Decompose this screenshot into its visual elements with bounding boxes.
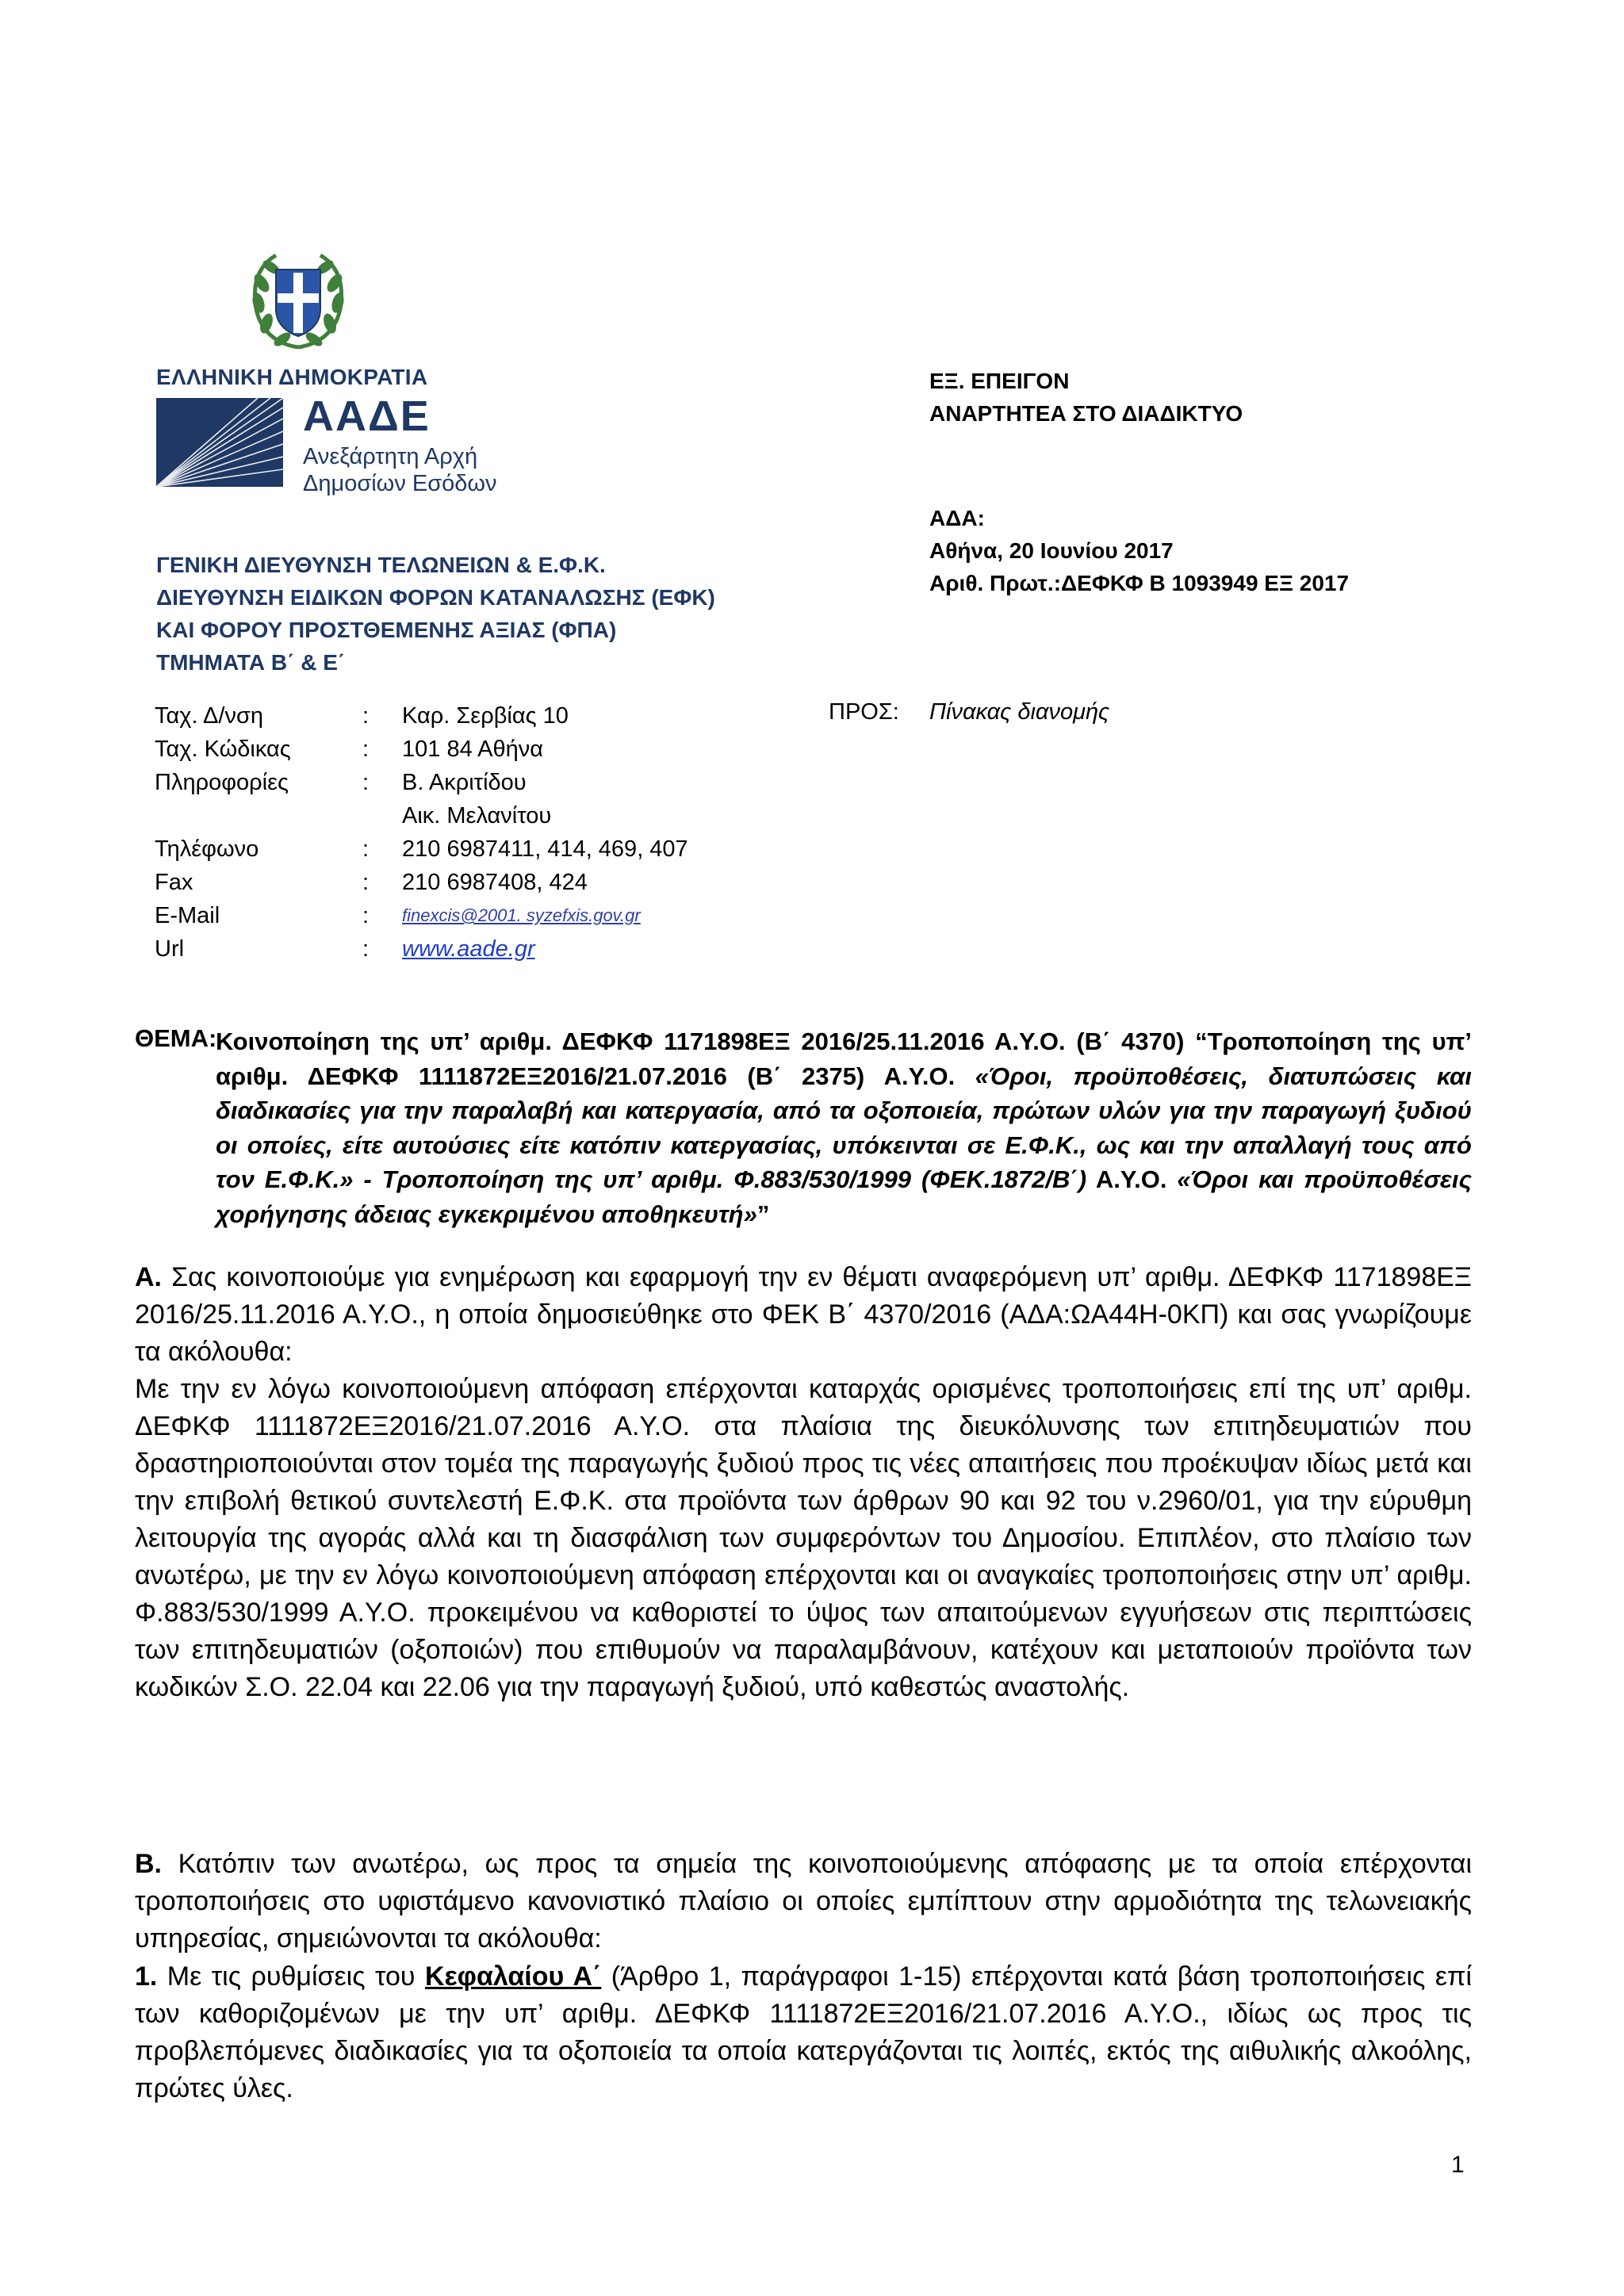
paragraph-1-label: 1. (135, 1961, 158, 1992)
email-link[interactable]: finexcis@2001. syzefxis.gov.gr (402, 905, 641, 925)
contact-separator: : (362, 936, 370, 962)
department-block (156, 549, 715, 679)
contact-separator: : (362, 836, 370, 862)
paragraph-a-text2: Με την εν λόγω κοινοποιούμενη απόφαση επέρχονται καταρχάς ορισμένες τροποποιήσεις επί της υπ’ αριθμ. ΔΕΦΚΦ 1111872ΕΞ2016/21.07.2016 Α.Υ.Ο. στα πλαίσια της διευκόλυνσης των επιτηδευματιών που δραστηριοποιούνται στον τομέα της παραγωγής ξυδιού προς τις νέες απαιτήσεις που προέκυψαν ιδίως μετά και την επιβολή θετικού συντελεστή Ε.Φ.Κ. στα προϊόντα των άρθρων 90 και 92 του ν.2960/01, για την εύρυθμη λειτουργία της αγοράς αλλά και τη διασφάλιση των συμφερόντων του Δημοσίου. Επιπλέον, στο πλαίσιο των ανωτέρω, με την εν λόγω κοινοποιούμενη απόφαση επέρχονται και οι αναγκαίες τροποποιήσεις στην υπ’ αριθμ. Φ.883/530/1999 Α.Υ.Ο. προκειμένου να καθοριστεί το ύψος των απαιτούμενων εγγυήσεων στις περιπτώσεις των επιτηδευματιών (οξοποιών) που επιθυμούν να παραλαμβάνουν, κατέχουν και μεταποιούν προϊόντα των κωδικών Σ.Ο. 22.04 και 22.06 για την παραγωγή ξυδιού, υπό καθεστώς αναστολής. (135, 1374, 1472, 1702)
department-line: ΓΕΝΙΚΗ ΔΙΕΥΘΥΝΣΗ ΤΕΛΩΝΕΙΩΝ & Ε.Φ.Κ. (156, 553, 606, 577)
paragraph-a-label: Α. (135, 1262, 162, 1292)
subject-label: ΘΕΜΑ: (135, 1024, 217, 1052)
aade-logo-line1: Ανεξάρτητη Αρχή (303, 444, 478, 469)
department-line: ΔΙΕΥΘΥΝΣΗ ΕΙΔΙΚΩΝ ΦΟΡΩΝ ΚΑΤΑΝΑΛΩΣΗΣ (ΕΦΚ) (156, 585, 715, 610)
contact-value: Καρ. Σερβίας 10 (402, 703, 569, 729)
contact-label: Τηλέφωνο (155, 836, 259, 862)
paragraph-a-text: Σας κοινοποιούμε για ενημέρωση και εφαρμογή την εν θέματι αναφερόμενη υπ’ αριθμ. ΔΕΦΚΦ 1171898ΕΞ 2016/25.11.2016 Α.Υ.Ο., η οποία δημοσιεύθηκε στο ΦΕΚ Β΄ 4370/2016 (ΑΔΑ:ΩΑ44Η-0ΚΠ) και σας γνωρίζουμε τα ακόλουθα: (135, 1262, 1472, 1367)
recipient-value: Πίνακας διανομής (929, 699, 1110, 725)
paragraph-b-text: Κατόπιν των ανωτέρω, ως προς τα σημεία της κοινοποιούμενης απόφασης με τα οποία επέρχονται τροποποιήσεις στο υφιστάμενο κανονιστικό πλαίσιο οι οποίες εμπίπτουν στην αρμοδιότητα της τελωνειακής υπηρεσίας, σημειώνονται τα ακόλουθα: (135, 1849, 1472, 1954)
subject-part-italic: «Όροι και προϋποθέσεις χορήγησης άδειας εγκεκριμένου αποθηκευτή» (216, 1165, 1472, 1228)
contact-label: Fax (155, 870, 193, 895)
protocol-number: Αριθ. Πρωτ.:ΔΕΦΚΦ Β 1093949 ΕΞ 2017 (929, 571, 1350, 595)
contact-separator: : (362, 737, 370, 762)
subject-part-italic: «Όροι, προϋποθέσεις, διατυπώσεις και διαδικασίες για την παραλαβή και κατεργασία, από τα οξοποιεία, πρώτων υλών για την παραγωγή ξυδιού οι οποίες, είτε αυτούσιες είτε κατόπιν κατεργασίας, υπόκεινται σε Ε.Φ.Κ., ως και την απαλλαγή τους από τον Ε.Φ.Κ.» - Τροποποίηση της υπ’ αριθμ. Φ.883/530/1999 (ΦΕΚ.1872/Β΄) (216, 1062, 1472, 1193)
subject-part: Α.Υ.Ο. (1086, 1165, 1178, 1193)
aade-logo-abbr: ΑΑΔΕ (303, 392, 431, 440)
contact-separator: : (362, 870, 370, 895)
paragraph-1 (135, 1958, 1472, 2107)
paragraph-1-text: Με τις ρυθμίσεις του (157, 1961, 425, 1992)
contact-value: 210 6987408, 424 (402, 870, 588, 895)
subject-part: Κοινοποίηση της υπ’ αριθμ. ΔΕΦΚΦ 1171898ΕΞ 2016/25.11.2016 Α.Υ.Ο. (Β΄ 4370) “Τροποποίηση της υπ’ αριθμ. ΔΕΦΚΦ 1111872ΕΞ2016/21.07.2016 (Β΄ 2375) Α.Υ.Ο. (216, 1027, 1472, 1090)
greek-republic-emblem-icon (244, 247, 352, 355)
urgent-label: ΕΞ. ΕΠΕΙΓΟΝ (929, 369, 1070, 393)
urgency-block (929, 365, 1243, 430)
aade-logo-icon (156, 398, 283, 487)
post-online-label: ΑΝΑΡΤΗΤΕΑ ΣΤΟ ΔΙΑΔΙΚΤΥΟ (929, 401, 1243, 426)
contact-separator: : (362, 770, 370, 795)
contact-label: Ταχ. Κώδικας (155, 737, 291, 762)
paragraph-1-text: (Άρθρο 1, παράγραφοι 1-15) επέρχονται κατά βάση τροποποιήσεις επί των καθοριζομένων με την υπ’ αριθμ. ΔΕΦΚΦ 1111872ΕΞ2016/21.07.2016 Α.Υ.Ο., ιδίως ως προς τις προβλεπόμενες διαδικασίες για τα οξοποιεία τα οποία κατεργάζονται τις λοιπές, εκτός της αιθυλικής αλκοόλης, πρώτες ύλες. (135, 1961, 1473, 2103)
email-label: E-Mail (155, 903, 220, 928)
paragraph-b (135, 1846, 1472, 1957)
contact-value: Β. Ακριτίδου (402, 770, 527, 795)
url-label: Url (155, 936, 185, 962)
aade-logo-line2: Δημοσίων Εσόδων (303, 471, 497, 496)
department-line: ΚΑΙ ΦΟΡΟΥ ΠΡΟΣΤΘΕΜΕΝΗΣ ΑΞΙΑΣ (ΦΠΑ) (156, 618, 617, 642)
contact-value: 101 84 Αθήνα (402, 737, 544, 762)
website-link[interactable]: www.aade.gr (402, 936, 535, 962)
contact-separator: : (362, 903, 370, 928)
contact-separator: : (362, 703, 370, 729)
chapter-a-reference: Κεφαλαίου Α΄ (424, 1961, 602, 1992)
department-line: ΤΜΗΜΑΤΑ Β΄ & Ε΄ (156, 650, 346, 675)
ada-label: ΑΔΑ: (929, 506, 985, 530)
paragraph-b-label: Β. (135, 1849, 162, 1879)
document-ref-block (929, 502, 1349, 599)
paragraph-a-continued (135, 1371, 1472, 1706)
recipient-label: ΠΡΟΣ: (829, 699, 899, 725)
page-number: 1 (1451, 2152, 1465, 2178)
document-date: Αθήνα, 20 Ιουνίου 2017 (929, 538, 1174, 563)
subject-text (216, 1024, 1472, 1231)
contact-value: 210 6987411, 414, 469, 407 (402, 836, 688, 862)
contact-value: Αικ. Μελανίτου (402, 803, 552, 828)
subject-part: ” (756, 1200, 770, 1228)
contact-label: Ταχ. Δ/νση (155, 703, 263, 729)
paragraph-a (135, 1259, 1472, 1371)
contact-label: Πληροφορίες (155, 770, 289, 795)
republic-title: ΕΛΛΗΝΙΚΗ ΔΗΜΟΚΡΑΤΙΑ (156, 365, 428, 389)
